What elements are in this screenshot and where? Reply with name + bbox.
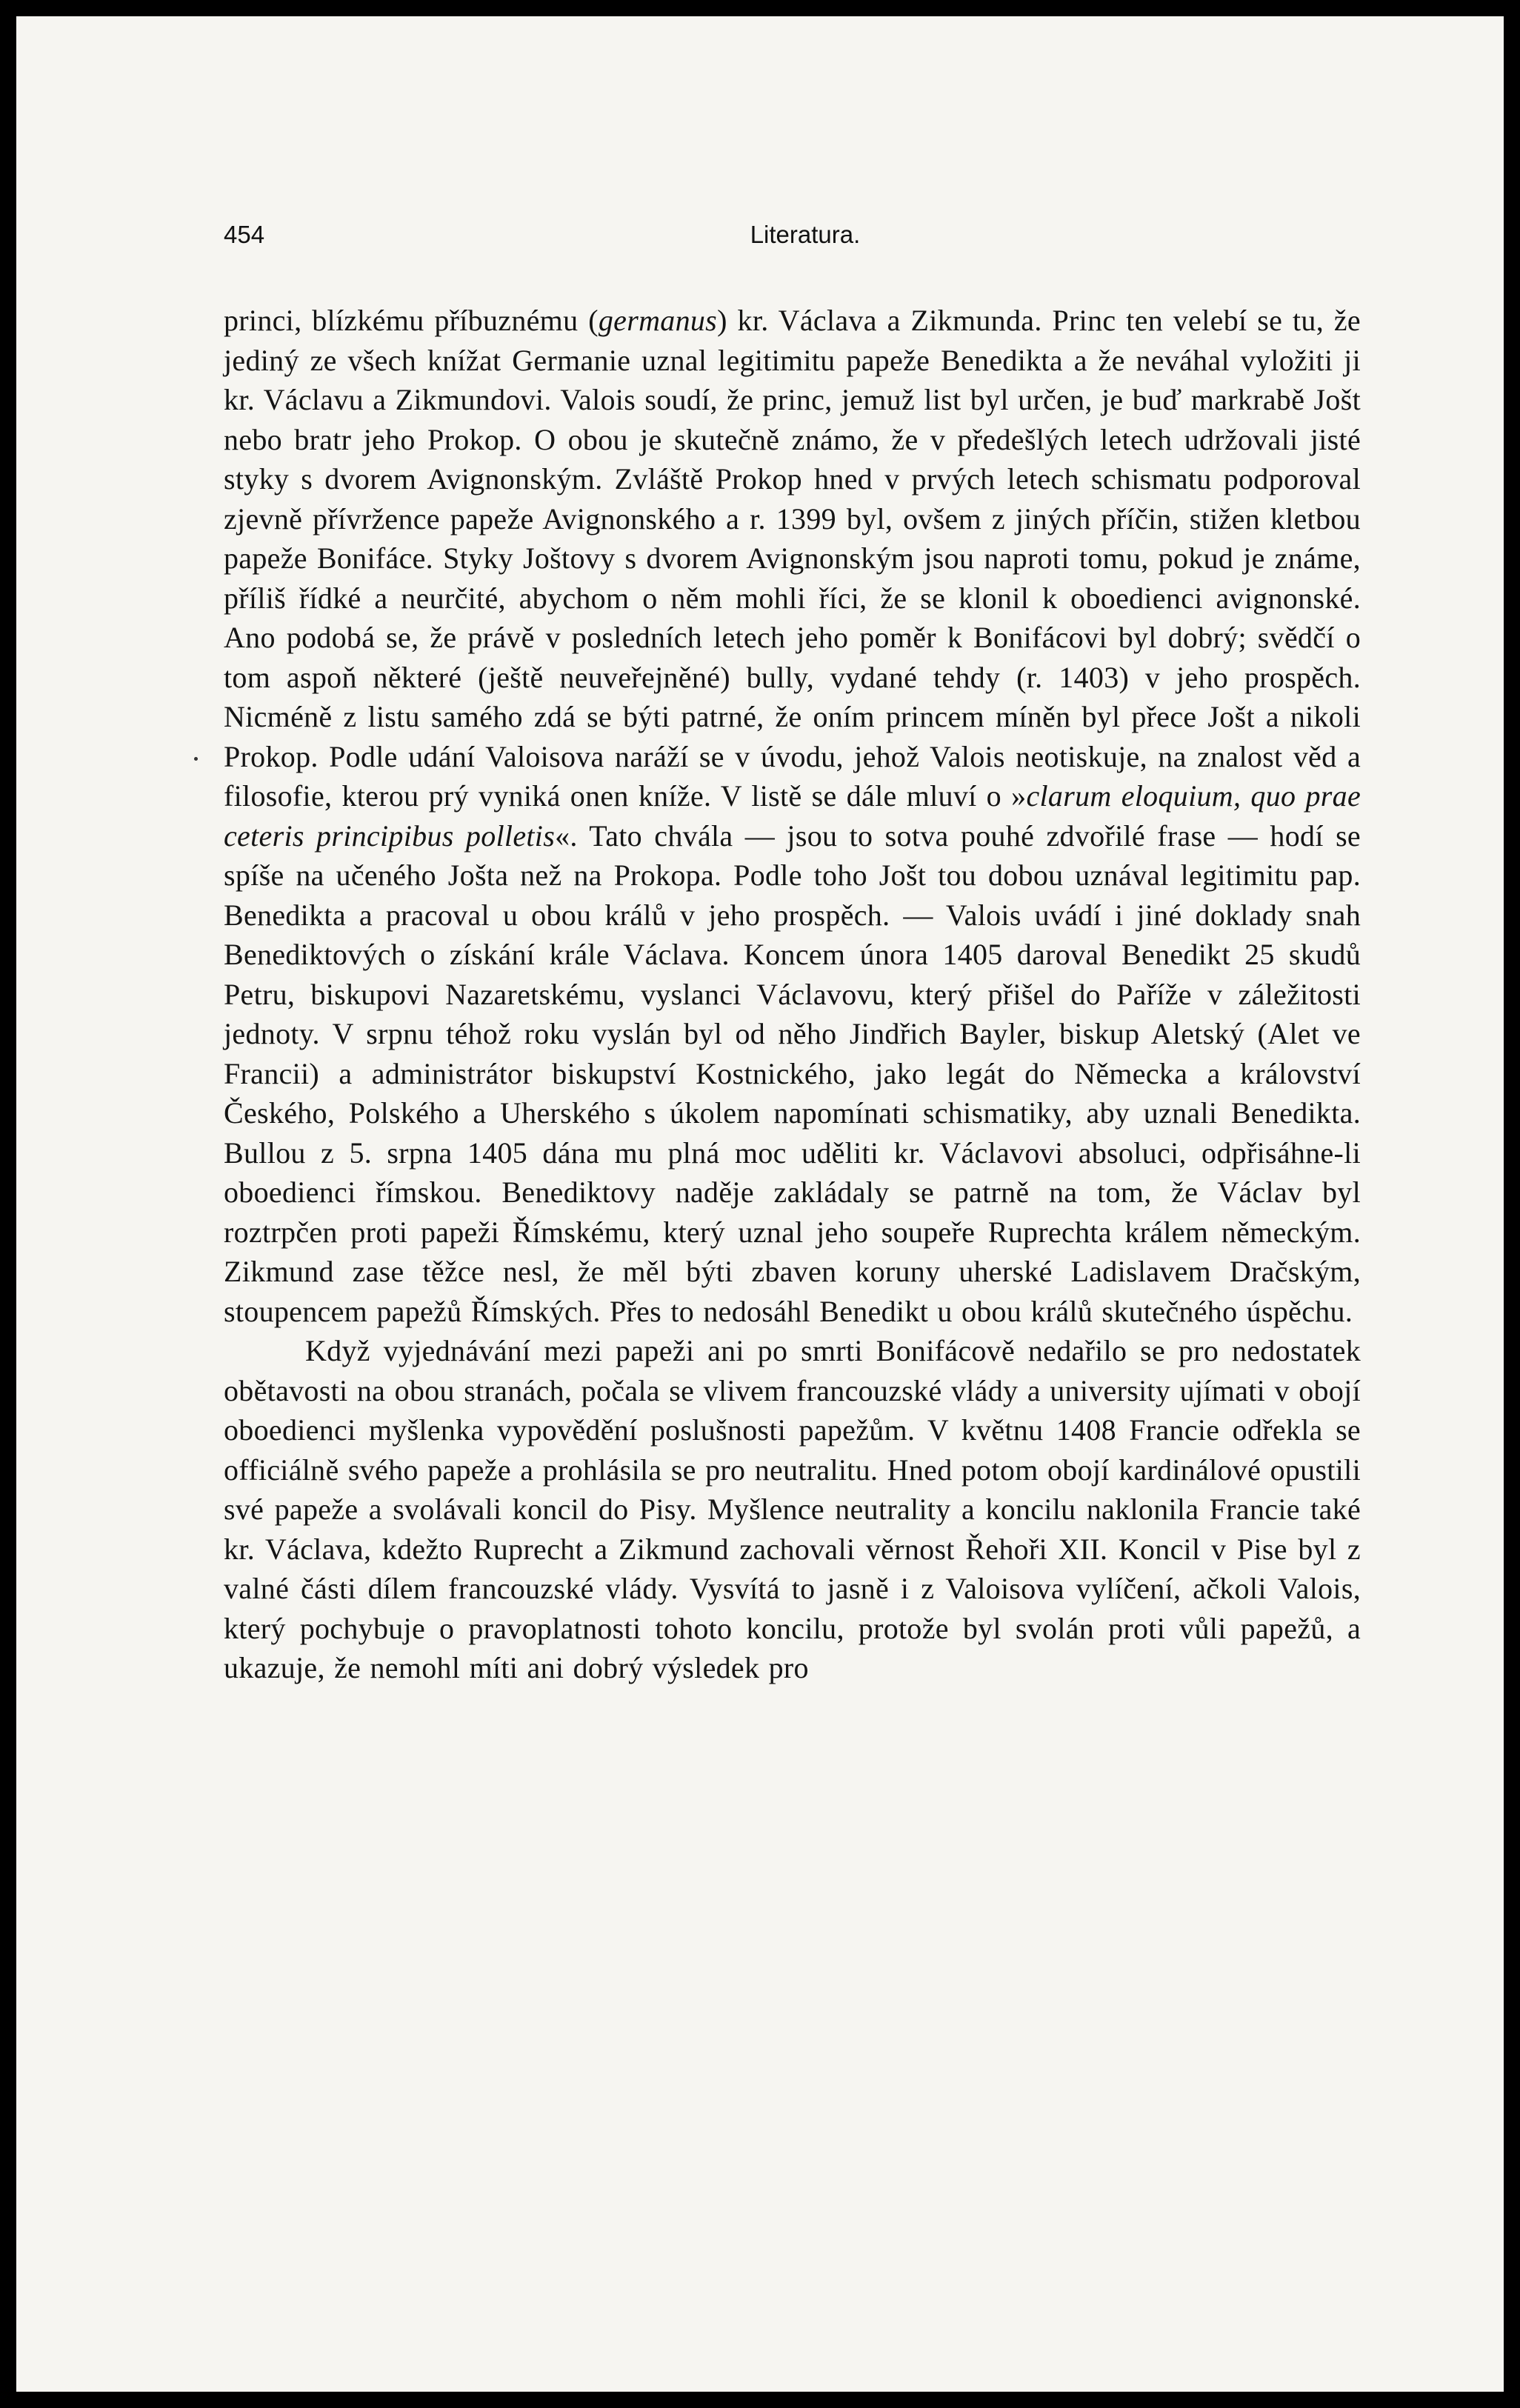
paragraph-1-part-a: princi, blízkému příbuznému ( (224, 304, 599, 337)
page-number: 454 (224, 221, 265, 248)
stray-mark (194, 757, 198, 761)
paragraph-1 (224, 301, 1361, 1331)
page-header (224, 207, 1387, 259)
latin-term-germanus: germanus (598, 304, 718, 337)
body-text (224, 301, 1361, 1688)
paragraph-1-part-b: ) kr. Václava a Zikmunda. Princ ten velebí se tu, že jediný ze všech knížat Germanie uznal legitimitu papeže Benedikta a že neváhal vyložiti ji kr. Václavu a Zikmundovi. Valois soudí, že princ, jemuž list byl určen, je buď markrabě Jošt nebo bratr jeho Prokop. O obou je skutečně známo, že v předešlých letech udržovali jisté styky s dvorem Avignonským. Zvláště Prokop hned v prvých letech schismatu podporoval zjevně přívržence papeže Avignonského a r. 1399 byl, ovšem z jiných příčin, stižen kletbou papeže Bonifáce. Styky Joštovy s dvorem Avignonským jsou naproti tomu, pokud je známe, příliš řídké a neurčité, abychom o něm mohli říci, že se klonil k oboedienci avignonské. Ano podobá se, že právě v posledních letech jeho poměr k Bonifácovi byl dobrý; svědčí o tom aspoň některé (ještě neuveřejněné) bully, vydané tehdy (r. 1403) v jeho prospěch. Nicméně z listu samého zdá se býti patrné, že oním princem míněn byl přece Jošt a nikoli Prokop. Podle udání Valoisova naráží se v úvodu, jehož Valois neotiskuje, na znalost věd a filosofie, kterou prý vyniká onen kníže. V listě se dále mluví o » (224, 304, 1361, 813)
latin-quotation: clarum eloquium, quo prae ceteris principibus polletis (224, 779, 1361, 853)
running-head: Literatura. (750, 221, 861, 248)
paragraph-1-part-c: «. Tato chvála — jsou to sotva pouhé zdvořilé frase — hodí se spíše na učeného Jošta než na Prokopa. Podle toho Jošt tou dobou uznával legitimitu pap. Benedikta a pracoval u obou králů v jeho prospěch. — Valois uvádí i jiné doklady snah Benediktových o získání krále Václava. Koncem února 1405 daroval Benedikt 25 skudů Petru, biskupovi Nazaretskému, vyslanci Václavovu, který přišel do Paříže v záležitosti jednoty. V srpnu téhož roku vyslán byl od něho Jindřich Bayler, biskup Aletský (Alet ve Francii) a administrátor biskupství Kostnického, jako legát do Německa a království Českého, Polského a Uherského s úkolem napomínati schismatiky, aby uznali Benedikta. Bullou z 5. srpna 1405 dána mu plná moc uděliti kr. Václavovi absoluci, odpřisáhne-li oboedienci římskou. Benediktovy naděje zakládaly se patrně na tom, že Václav byl roztrpčen proti papeži Římskému, který uznal jeho soupeře Ruprechta králem německým. Zikmund zase těžce nesl, že měl býti zbaven koruny uherské Ladislavem Dračským, stoupencem papežů Římských. Přes to nedosáhl Benedikt u obou králů skutečného úspěchu. (224, 818, 1361, 1328)
book-page (16, 16, 1504, 2392)
paragraph-2: Když vyjednávání mezi papeži ani po smrti Bonifácově nedařilo se pro nedostatek obětavosti na obou stranách, počala se vlivem francouzské vlády a university ujímati v obojí oboedienci myšlenka vypovědění poslušnosti papežům. V květnu 1408 Francie odřekla se officiálně svého papeže a prohlásila se pro neutralitu. Hned potom obojí kardinálové opustili své papeže a svolávali koncil do Pisy. Myšlence neutrality a koncilu naklonila Francie také kr. Václava, kdežto Ruprecht a Zikmund zachovali věrnost Řehoři XII. Koncil v Pise byl z valné části dílem francouzské vlády. Vysvítá to jasně i z Valoisova vylíčení, ačkoli Valois, který pochybuje o pravoplatnosti tohoto koncilu, protože byl svolán proti vůli papežů, a ukazuje, že nemohl míti ani dobrý výsledek pro (224, 1334, 1361, 1684)
